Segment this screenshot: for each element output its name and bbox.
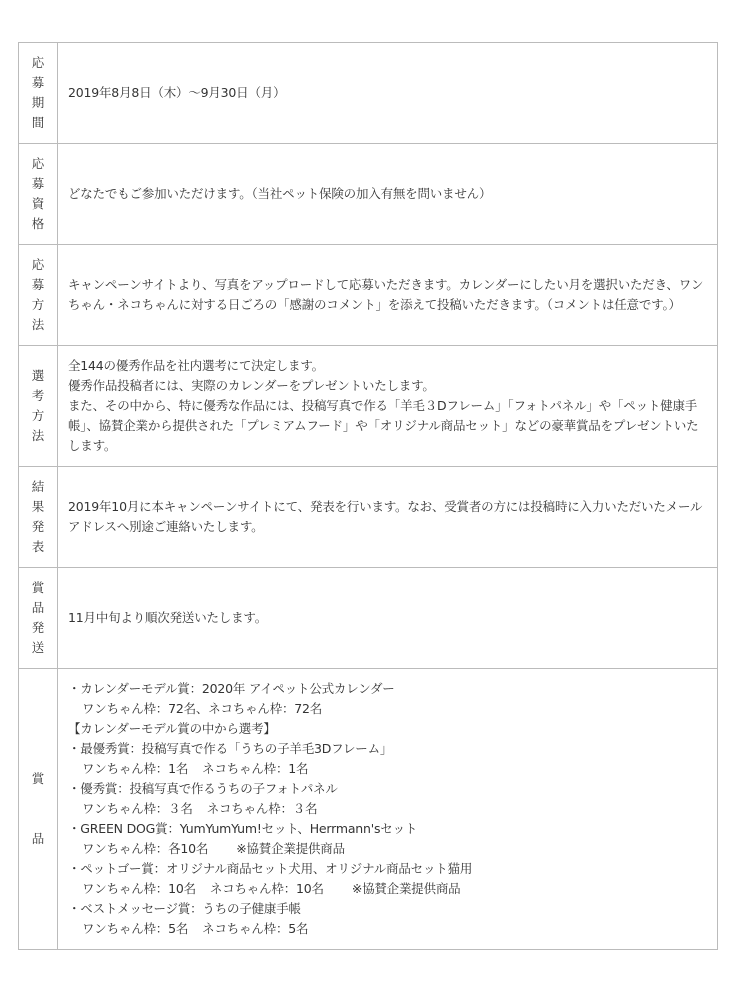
label-char: 表 <box>31 539 45 554</box>
row-label-application-method <box>19 245 58 346</box>
row-value-application-method <box>58 245 718 346</box>
row-label-eligibility <box>19 144 58 245</box>
prize-shipping-text: 11月中旬より順次発送いたします。 <box>68 610 268 625</box>
prize-cat-count: ネコちゃん枠：10名 <box>209 881 324 896</box>
results-text: 2019年10月に本キャンペーンサイトにて、発表を行います。なお、受賞者の方には投稿時に入力いただいたメールアドレスへ別途ご連絡いたします。 <box>68 499 703 534</box>
table-row-eligibility <box>19 144 718 245</box>
prize-line: ・最優秀賞：投稿写真で作る「うちの子羊毛3Dフレーム」 <box>68 741 393 756</box>
label-char: 間 <box>31 115 45 130</box>
prize-cat-count: ネコちゃん枠：1名 <box>202 761 309 776</box>
label-char: 果 <box>31 499 45 514</box>
prize-dog-count: ワンちゃん枠：各10名 <box>82 841 209 856</box>
prize-line <box>68 919 709 939</box>
row-label-prizes <box>19 669 58 950</box>
row-label-application-period <box>19 43 58 144</box>
prize-cat-count: ネコちゃん枠：5名 <box>202 921 309 936</box>
row-label-results <box>19 467 58 568</box>
sponsor-note: ※協賛企業提供商品 <box>351 881 461 896</box>
prize-line <box>68 759 709 779</box>
table-row-application-period <box>19 43 718 144</box>
table-row-selection-method <box>19 346 718 467</box>
prize-line: ・優秀賞：投稿写真で作るうちの子フォトパネル <box>68 781 338 796</box>
prize-line: 【カレンダーモデル賞の中から選考】 <box>68 721 276 736</box>
prize-dog-count: ワンちゃん枠：３名 <box>82 801 193 816</box>
prize-cat-count: ネコちゃん枠：３名 <box>206 801 318 816</box>
label-char: 送 <box>31 640 45 655</box>
prize-line: ワンちゃん枠：72名、ネコちゃん枠：72名 <box>82 701 323 716</box>
prize-line: ・ベストメッセージ賞：うちの子健康手帳 <box>68 901 301 916</box>
table-row-prize-shipping <box>19 568 718 669</box>
selection-method-line: 全144の優秀作品を社内選考にて決定します。 <box>68 358 324 373</box>
sponsor-note: ※協賛企業提供商品 <box>236 841 345 856</box>
row-value-selection-method <box>58 346 718 467</box>
row-label-prize-shipping <box>19 568 58 669</box>
selection-method-line: また、その中から、特に優秀な作品には、投稿写真で作る「羊毛３Dフレーム」「フォトパネル」や「ペット健康手帳」、協賛企業から提供された「プレミアムフード」や「オリジナル商品セット」などの豪華賞品をプレゼントいたします。 <box>68 398 699 453</box>
application-period-text: 2019年8月8日（木）～9月30日（月） <box>68 85 286 100</box>
label-char: 賞 <box>31 771 45 786</box>
label-char: 発 <box>31 519 45 534</box>
table-row-application-method <box>19 245 718 346</box>
table-row-prizes <box>19 669 718 950</box>
campaign-info-table <box>18 42 718 950</box>
label-char: 応 <box>31 55 45 70</box>
prize-line <box>68 879 709 899</box>
label-char: 募 <box>31 75 45 90</box>
label-char: 結 <box>31 479 45 494</box>
prize-dog-count: ワンちゃん枠：10名 <box>82 881 196 896</box>
label-char: 法 <box>31 317 45 332</box>
label-char: 考 <box>31 388 45 403</box>
row-value-results <box>58 467 718 568</box>
label-char: 品 <box>31 600 45 615</box>
prize-line <box>68 799 709 819</box>
table-row-results <box>19 467 718 568</box>
row-value-prizes <box>58 669 718 950</box>
label-char: 方 <box>31 408 45 423</box>
label-char: 応 <box>31 257 45 272</box>
label-char: 格 <box>31 216 45 231</box>
prize-dog-count: ワンちゃん枠：1名 <box>82 761 189 776</box>
label-char: 募 <box>31 176 45 191</box>
row-value-prize-shipping <box>58 568 718 669</box>
label-char: 方 <box>31 297 45 312</box>
label-spacer <box>19 789 57 829</box>
row-value-application-period <box>58 43 718 144</box>
label-char: 賞 <box>31 580 45 595</box>
prize-line <box>68 839 709 859</box>
eligibility-text: どなたでもご参加いただけます。（当社ペット保険の加入有無を問いません） <box>68 186 492 201</box>
label-char: 応 <box>31 156 45 171</box>
row-label-selection-method <box>19 346 58 467</box>
label-char: 法 <box>31 428 45 443</box>
label-char: 発 <box>31 620 45 635</box>
prize-dog-count: ワンちゃん枠：5名 <box>82 921 189 936</box>
label-char: 期 <box>31 95 45 110</box>
label-char: 募 <box>31 277 45 292</box>
label-char: 選 <box>31 368 45 383</box>
selection-method-line: 優秀作品投稿者には、実際のカレンダーをプレゼントいたします。 <box>68 378 435 393</box>
label-char: 資 <box>31 196 45 211</box>
row-value-eligibility <box>58 144 718 245</box>
application-method-text: キャンペーンサイトより、写真をアップロードして応募いただきます。カレンダーにしたい月を選択いただき、ワンちゃん・ネコちゃんに対する日ごろの「感謝のコメント」を添えて投稿いただきます。（コメントは任意です。） <box>68 277 704 312</box>
prize-line: ・GREEN DOG賞：YumYumYum!セット、Herrmann'sセット <box>68 821 418 836</box>
label-char: 品 <box>31 831 45 846</box>
prize-line: ・カレンダーモデル賞：2020年 アイペット公式カレンダー <box>68 681 395 696</box>
prize-line: ・ペットゴー賞：オリジナル商品セット犬用、オリジナル商品セット猫用 <box>68 861 473 876</box>
